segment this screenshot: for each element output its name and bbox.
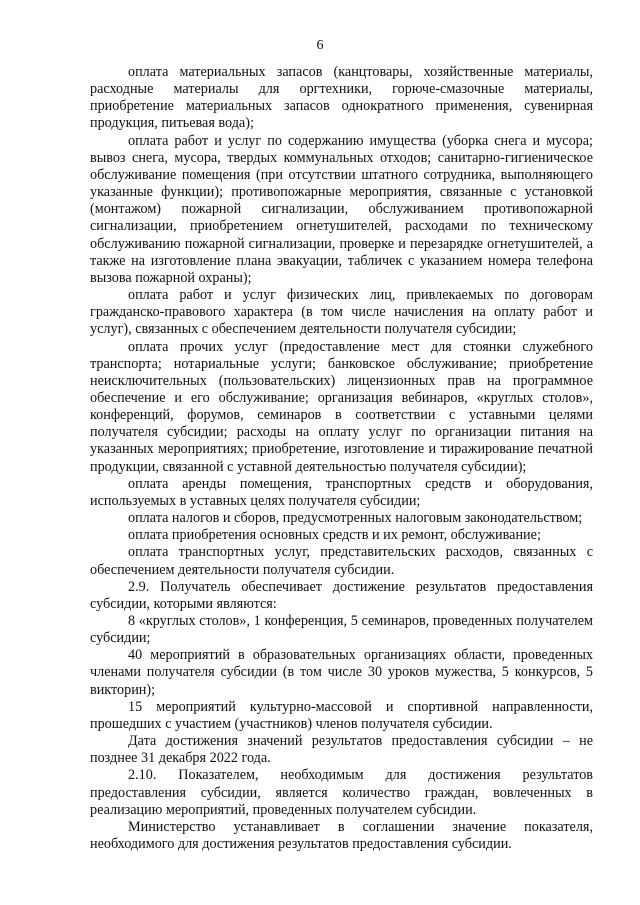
paragraph-other-services: оплата прочих услуг (предоставление мест для стоянки служебного транспорта; нотариальные услуги; банковское обслуживание; приобретение неисключительных (пользовательских) лицензионных прав на программное обеспечение и его обслуживание; организация вебинаров, «круглых столов», конференций, форумов, семинаров в соответствии с уставными целями получателя субсидии; расходы на оплату услуг по организации питания на указанных мероприятиях; приобретение, изготовление и тиражирование печатной продукции, связанной с уставной деятельностью получателя субсидии);	[90, 338, 593, 475]
paragraph-deadline: Дата достижения значений результатов предоставления субсидии – не позднее 31 декабря 2022 года.	[90, 733, 593, 767]
paragraph-cultural-events: 15 мероприятий культурно-массовой и спортивной направленности, прошедших с участием (участников) членов получателя субсидии.	[90, 698, 593, 732]
paragraph-materials: оплата материальных запасов (канцтовары, хозяйственные материалы, расходные материалы для оргтехники, горюче-смазочные материалы, приобретение материальных запасов однократного применения, сувенирная продукция, питьевая вода);	[90, 64, 593, 132]
paragraph-fixed-assets: оплата приобретения основных средств и их ремонт, обслуживание;	[128, 527, 541, 544]
page-number: 6	[316, 38, 324, 53]
paragraph-round-tables: 8 «круглых столов», 1 конференция, 5 семинаров, проведенных получателем субсидии;	[90, 613, 593, 647]
paragraph-property-maintenance: оплата работ и услуг по содержанию имущества (уборка снега и мусора; вывоз снега, мусора, твердых коммунальных отходов; санитарно-гигиеническое обслуживание помещения (при отсутствии штатного сотрудника, выполняющего указанные функции); противопожарные мероприятия, связанные с установкой (монтажом) пожарной сигнализации, обслуживанием противопожарной сигнализации, приобретением огнетушителей, расходами по техническому обслуживанию пожарной сигнализации, проверке и перезарядке огнетушителей, а также на изготовление плана эвакуации, табличек с указанием номера телефона вызова пожарной охраны);	[90, 132, 593, 286]
paragraph-2-9: 2.9. Получатель обеспечивает достижение результатов предоставления субсидии, которыми являются:	[90, 578, 593, 612]
paragraph-rent: оплата аренды помещения, транспортных средств и оборудования, используемых в уставных целях получателя субсидии;	[90, 475, 593, 509]
paragraph-ministry: Министерство устанавливает в соглашении значение показателя, необходимого для достижения результатов предоставления субсидии.	[90, 818, 593, 853]
paragraph-2-10: 2.10. Показателем, необходимым для достижения результатов предоставления субсидии, является количество граждан, вовлеченных в реализацию мероприятий, проведенных получателем субсидии.	[90, 767, 593, 818]
paragraph-individuals-services: оплата работ и услуг физических лиц, привлекаемых по договорам гражданско-правового характера (в том числе начисления на оплату работ и услуг), связанных с обеспечением деятельности получателя субсидии;	[90, 287, 593, 338]
paragraph-taxes: оплата налогов и сборов, предусмотренных налоговым законодательством;	[128, 510, 583, 527]
paragraph-educational-events: 40 мероприятий в образовательных организациях области, проведенных членами получателя субсидии (в том числе 30 уроков мужества, 5 конкурсов, 5 викторин);	[90, 647, 593, 698]
body-text	[90, 64, 593, 853]
paragraph-transport: оплата транспортных услуг, представительских расходов, связанных с обеспечением деятельности получателя субсидии.	[90, 544, 593, 578]
